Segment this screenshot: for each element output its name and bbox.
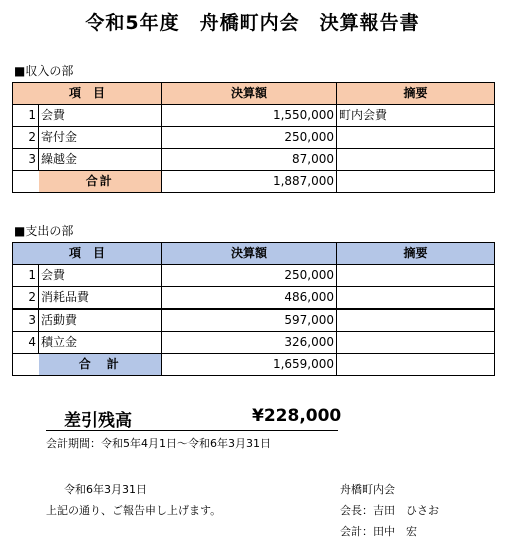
- document-title: 令和5年度 舟橋町内会 決算報告書: [85, 12, 420, 34]
- chairman-signature: 会長：吉田 ひさお: [340, 504, 439, 517]
- row-item: 寄付金: [39, 127, 162, 149]
- accounting-period: 会計期間：令和5年4月1日～令和6年3月31日: [46, 437, 271, 450]
- row-item: 会費: [39, 265, 162, 287]
- income-table: [12, 82, 495, 193]
- expense-total-note: [337, 354, 495, 376]
- income-total-note: [337, 171, 495, 193]
- row-amount: 1,550,000: [162, 105, 337, 127]
- table-row: [13, 149, 495, 171]
- table-row: [13, 287, 495, 310]
- row-note: 町内会費: [337, 105, 495, 127]
- expense-header-item: 項 目: [13, 243, 162, 265]
- row-number: 4: [13, 332, 39, 354]
- organization-name: 舟橋町内会: [340, 483, 395, 496]
- table-row: [13, 265, 495, 287]
- expense-total-amount: 1,659,000: [162, 354, 337, 376]
- row-note: [337, 149, 495, 171]
- row-number: 2: [13, 127, 39, 149]
- treasurer-signature: 会計：田中 宏: [340, 525, 417, 538]
- row-item: 会費: [39, 105, 162, 127]
- row-amount: 250,000: [162, 265, 337, 287]
- table-row: [13, 127, 495, 149]
- income-section-label: ■収入の部: [14, 64, 74, 78]
- row-item: 活動費: [39, 309, 162, 332]
- row-amount: 87,000: [162, 149, 337, 171]
- row-amount: 597,000: [162, 309, 337, 332]
- row-number: 1: [13, 105, 39, 127]
- expense-total-label: 合 計: [39, 354, 162, 376]
- income-total-row: [13, 171, 495, 193]
- row-note: [337, 309, 495, 332]
- row-number: 2: [13, 287, 39, 310]
- row-number: 3: [13, 309, 39, 332]
- report-statement: 上記の通り、ご報告申し上げます。: [46, 504, 222, 517]
- row-item: 消耗品費: [39, 287, 162, 310]
- balance-label: 差引残高: [64, 411, 132, 431]
- row-number: 1: [13, 265, 39, 287]
- expense-header-note: 摘要: [337, 243, 495, 265]
- income-header-item: 項 目: [13, 83, 162, 105]
- income-header-note: 摘要: [337, 83, 495, 105]
- row-note: [337, 332, 495, 354]
- row-note: [337, 265, 495, 287]
- balance-value: ¥228,000: [252, 406, 342, 426]
- income-header-amount: 決算額: [162, 83, 337, 105]
- table-row: [13, 332, 495, 354]
- expense-header-row: [13, 243, 495, 265]
- report-date: 令和6年3月31日: [64, 483, 147, 496]
- row-number: 3: [13, 149, 39, 171]
- row-item: 積立金: [39, 332, 162, 354]
- expense-section-label: ■支出の部: [14, 224, 74, 238]
- row-amount: 326,000: [162, 332, 337, 354]
- row-amount: 250,000: [162, 127, 337, 149]
- total-spacer: [13, 171, 39, 193]
- row-amount: 486,000: [162, 287, 337, 310]
- table-row: [13, 309, 495, 332]
- income-total-amount: 1,887,000: [162, 171, 337, 193]
- total-spacer: [13, 354, 39, 376]
- row-item: 繰越金: [39, 149, 162, 171]
- expense-header-amount: 決算額: [162, 243, 337, 265]
- row-note: [337, 127, 495, 149]
- table-row: [13, 105, 495, 127]
- income-header-row: [13, 83, 495, 105]
- expense-table: [12, 242, 495, 376]
- row-note: [337, 287, 495, 310]
- expense-total-row: [13, 354, 495, 376]
- income-total-label: 合計: [39, 171, 162, 193]
- balance-underline: [46, 430, 338, 431]
